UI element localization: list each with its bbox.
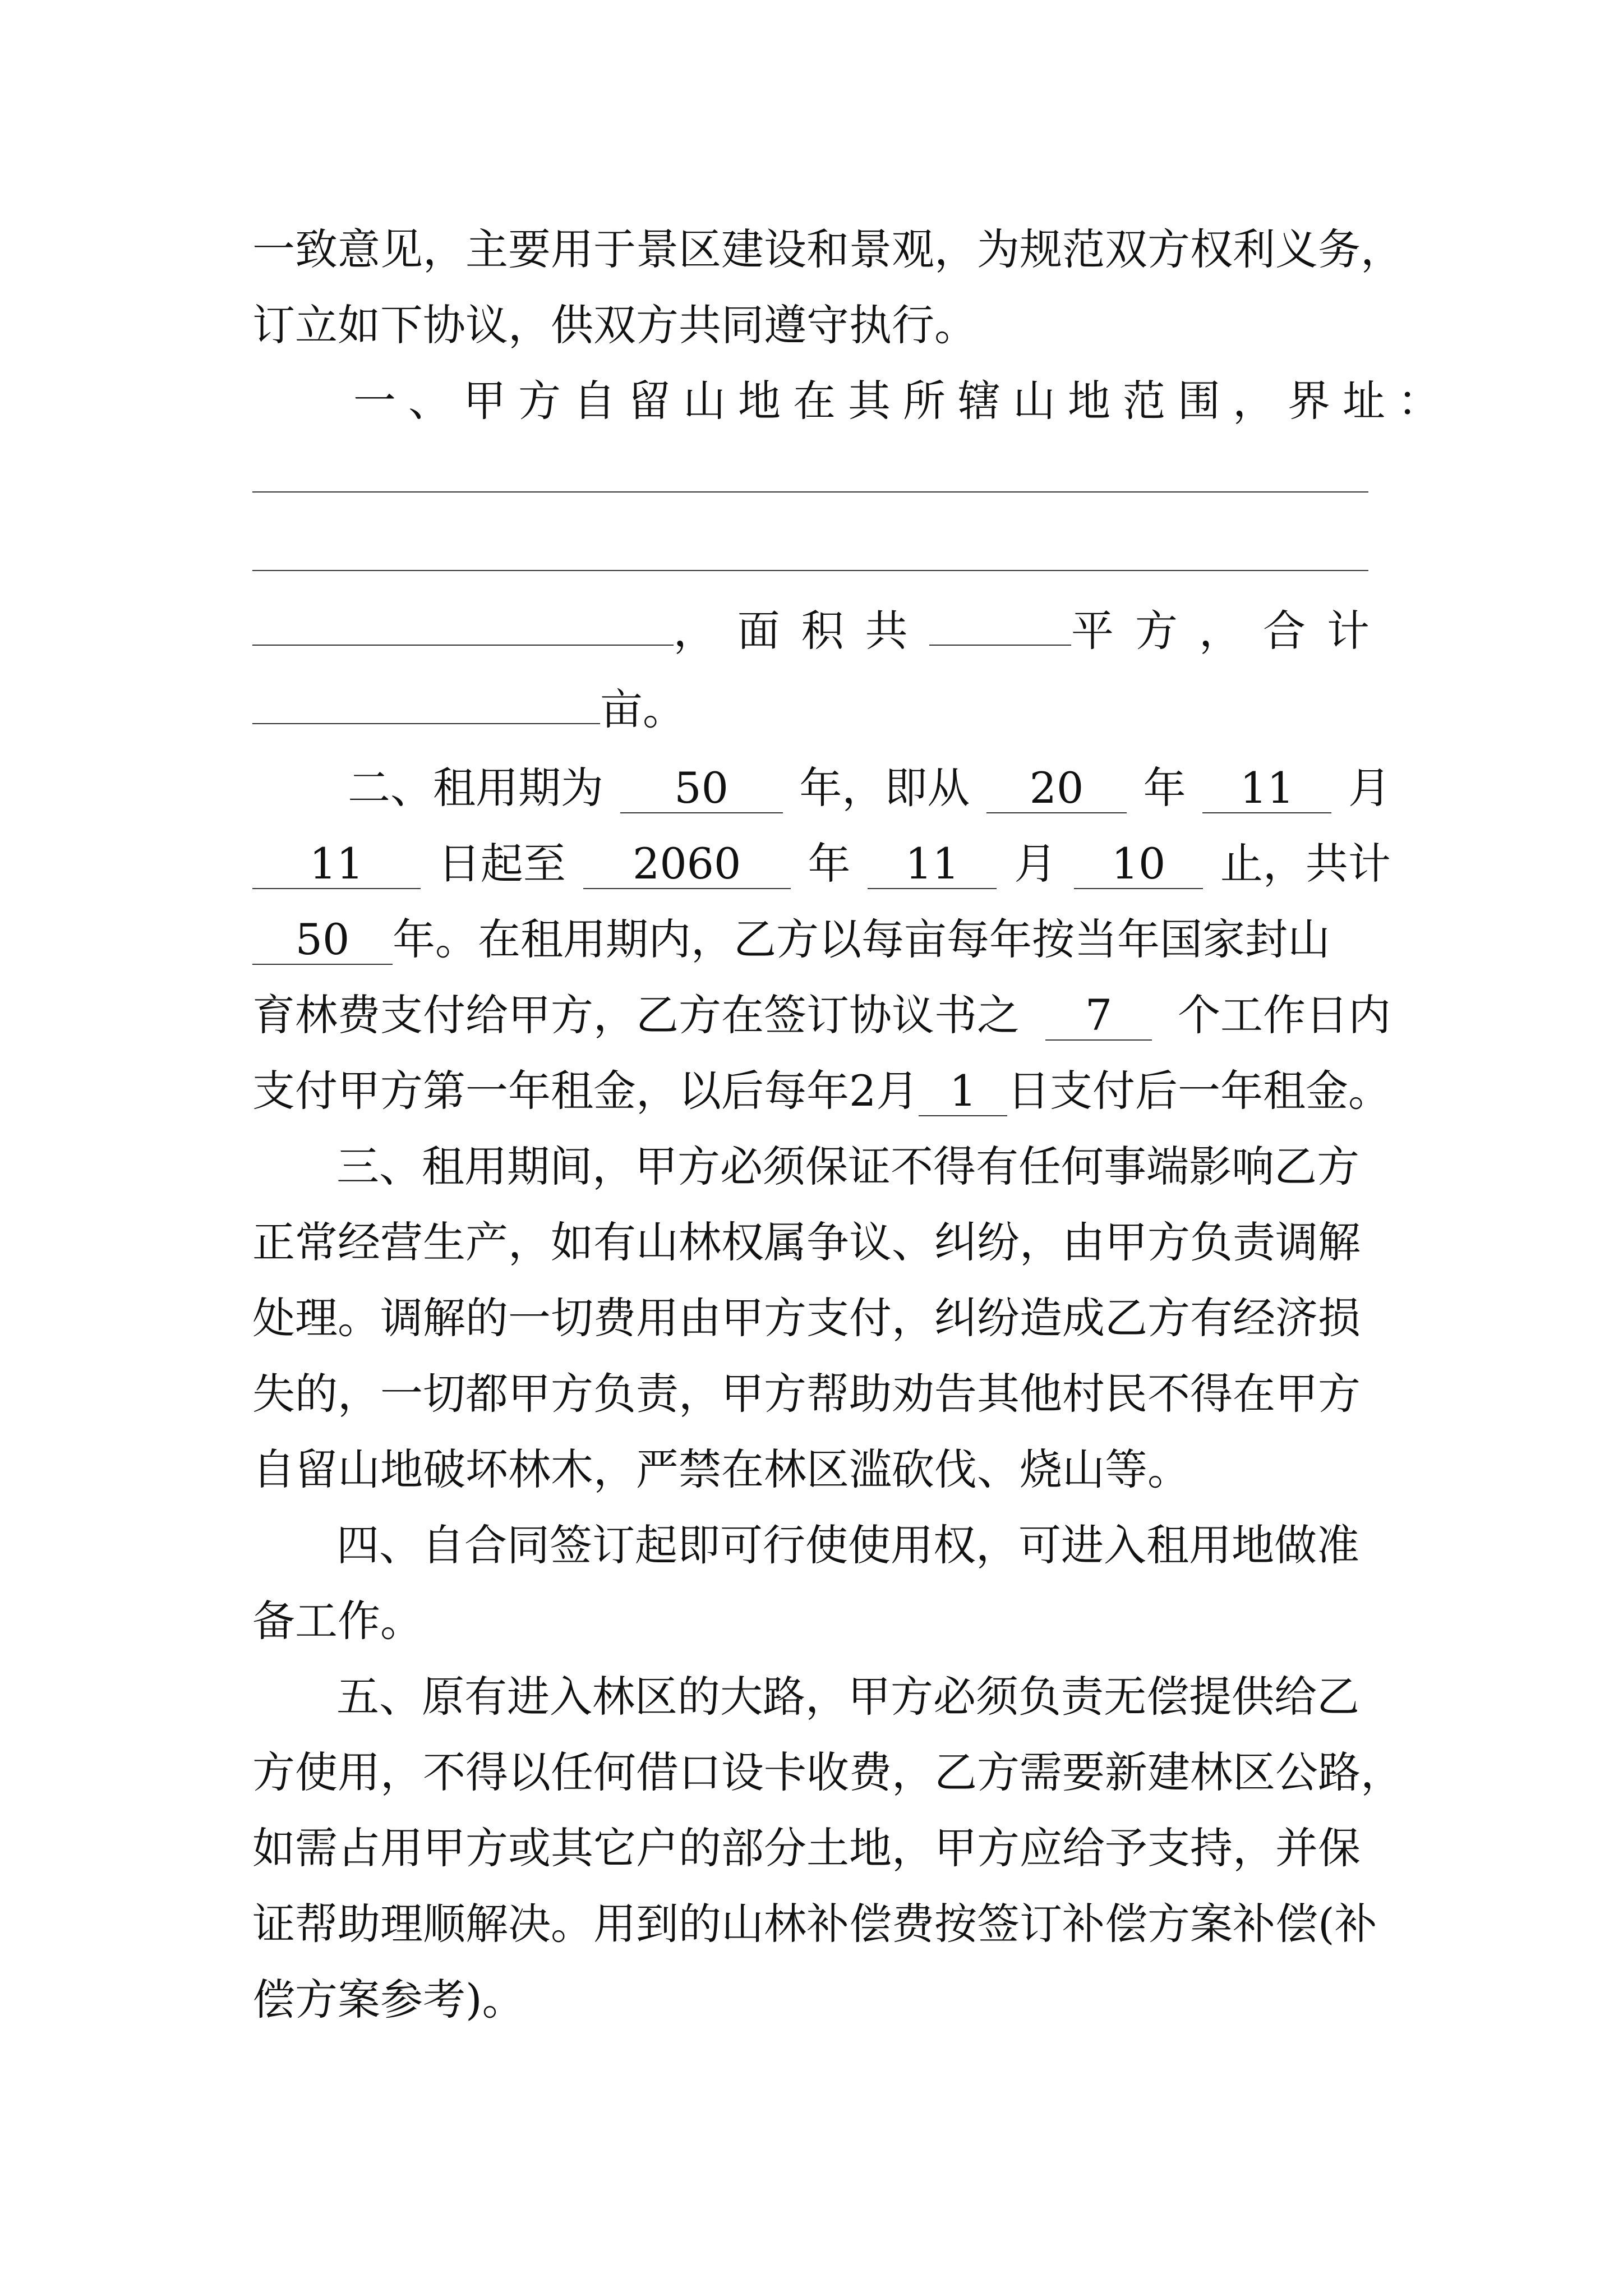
paragraph-text: 年。在租用期内，乙方以每亩每年按当年国家封山 — [393, 914, 1330, 964]
filled-field: 2060 — [583, 840, 791, 889]
filled-field: 50 — [252, 915, 393, 965]
paragraph-text: 年 — [1143, 763, 1186, 813]
text-line — [252, 987, 1391, 1043]
paragraph-text: 月 — [1348, 763, 1391, 813]
filled-field: 1 — [919, 1067, 1007, 1116]
text-line — [252, 912, 1391, 968]
filled-field: 50 — [620, 764, 783, 813]
text-line — [252, 1745, 1403, 1801]
filled-field: 11 — [252, 840, 421, 889]
clause-1-heading — [353, 373, 1453, 429]
paragraph-text: 自留山地破坏林木，严禁在林区滥砍伐、烧山等。 — [252, 1444, 1190, 1494]
paragraph-text: 日起至 — [437, 839, 566, 889]
paragraph-text: 一、甲方自留山地在其所辖山地范围，界址： — [353, 376, 1453, 426]
paragraph-text: 二、租用期为 — [348, 763, 603, 813]
paragraph-text: 育林费支付给甲方，乙方在签订协议书之 — [252, 990, 1020, 1040]
filled-field: 7 — [1045, 991, 1152, 1041]
paragraph-text: 支付甲方第一年租金，以后每年2 — [252, 1066, 877, 1116]
paragraph-text: 五、原有进入林区的大路，甲方必须负责无偿提供给乙 — [336, 1672, 1359, 1722]
text-line — [252, 1593, 1391, 1649]
paragraph-text: 订立如下协议，供双方共同遵守执行。 — [252, 300, 977, 350]
text-line — [252, 1896, 1391, 1952]
text-line — [252, 682, 1391, 738]
paragraph-text: 备工作。 — [252, 1596, 423, 1646]
text-line — [252, 1972, 1391, 2028]
paragraph-text: 年 — [808, 839, 851, 889]
text-line — [252, 222, 1403, 278]
blank-rule — [252, 491, 1368, 493]
text-line — [252, 1290, 1391, 1346]
filled-field: 10 — [1074, 840, 1203, 889]
text-line — [252, 603, 1391, 659]
text-line — [252, 1063, 1391, 1119]
paragraph-text: 失的，一切都甲方负责，甲方帮助劝告其他村民不得在甲方 — [252, 1369, 1361, 1419]
paragraph-text: 月 — [876, 1066, 919, 1116]
paragraph-text: 处理。调解的一切费用由甲方支付，纠纷造成乙方有经济损 — [252, 1293, 1361, 1343]
paragraph-text: 个工作日内 — [1178, 990, 1391, 1040]
text-line — [252, 297, 1391, 353]
blank-rule — [252, 570, 1368, 571]
paragraph-text: 偿方案参考)。 — [252, 1975, 525, 2024]
text-line — [336, 1517, 1391, 1573]
paragraph-text: 证帮助理顺解决。用到的山林补偿费按签订补偿方案补偿(补 — [252, 1899, 1377, 1949]
text-line — [252, 1214, 1391, 1271]
text-line — [252, 1442, 1391, 1498]
paragraph-text: 正常经营生产，如有山林权属争议、纠纷，由甲方负责调解 — [252, 1217, 1361, 1267]
paragraph-text: 平方，合计 — [1071, 606, 1391, 656]
text-line — [252, 1820, 1391, 1876]
text-line — [252, 1366, 1391, 1422]
paragraph-text: 一致意见，主要用于景区建设和景观，为规范双方权利义务， — [252, 224, 1403, 274]
blank-field — [252, 645, 674, 646]
paragraph-text: 日支付后一年租金。 — [1007, 1066, 1391, 1116]
paragraph-text: 亩。 — [600, 684, 685, 734]
paragraph-text: 月 — [1014, 839, 1057, 889]
paragraph-text: 三、租用期间，甲方必须保证不得有任何事端影响乙方 — [336, 1142, 1359, 1191]
paragraph-text: 方使用，不得以任何借口设卡收费，乙方需要新建林区公路， — [252, 1747, 1403, 1797]
text-line — [252, 836, 1391, 892]
paragraph-text: 止，共计 — [1220, 839, 1391, 889]
text-line — [336, 1139, 1391, 1195]
blank-field — [929, 645, 1071, 646]
paragraph-text: ，面积共 — [673, 606, 929, 656]
text-line — [348, 760, 1391, 816]
filled-field: 11 — [1202, 764, 1331, 813]
paragraph-text: 年，即从 — [799, 763, 970, 813]
paragraph-text: 如需占用甲方或其它户的部分土地，甲方应给予支持，并保 — [252, 1823, 1361, 1873]
paragraph-text: 四、自合同签订起即可行使使用权，可进入租用地做准 — [336, 1520, 1359, 1570]
filled-field: 20 — [986, 764, 1127, 813]
text-line — [336, 1669, 1391, 1725]
filled-field: 11 — [868, 840, 997, 889]
blank-field — [252, 723, 600, 724]
